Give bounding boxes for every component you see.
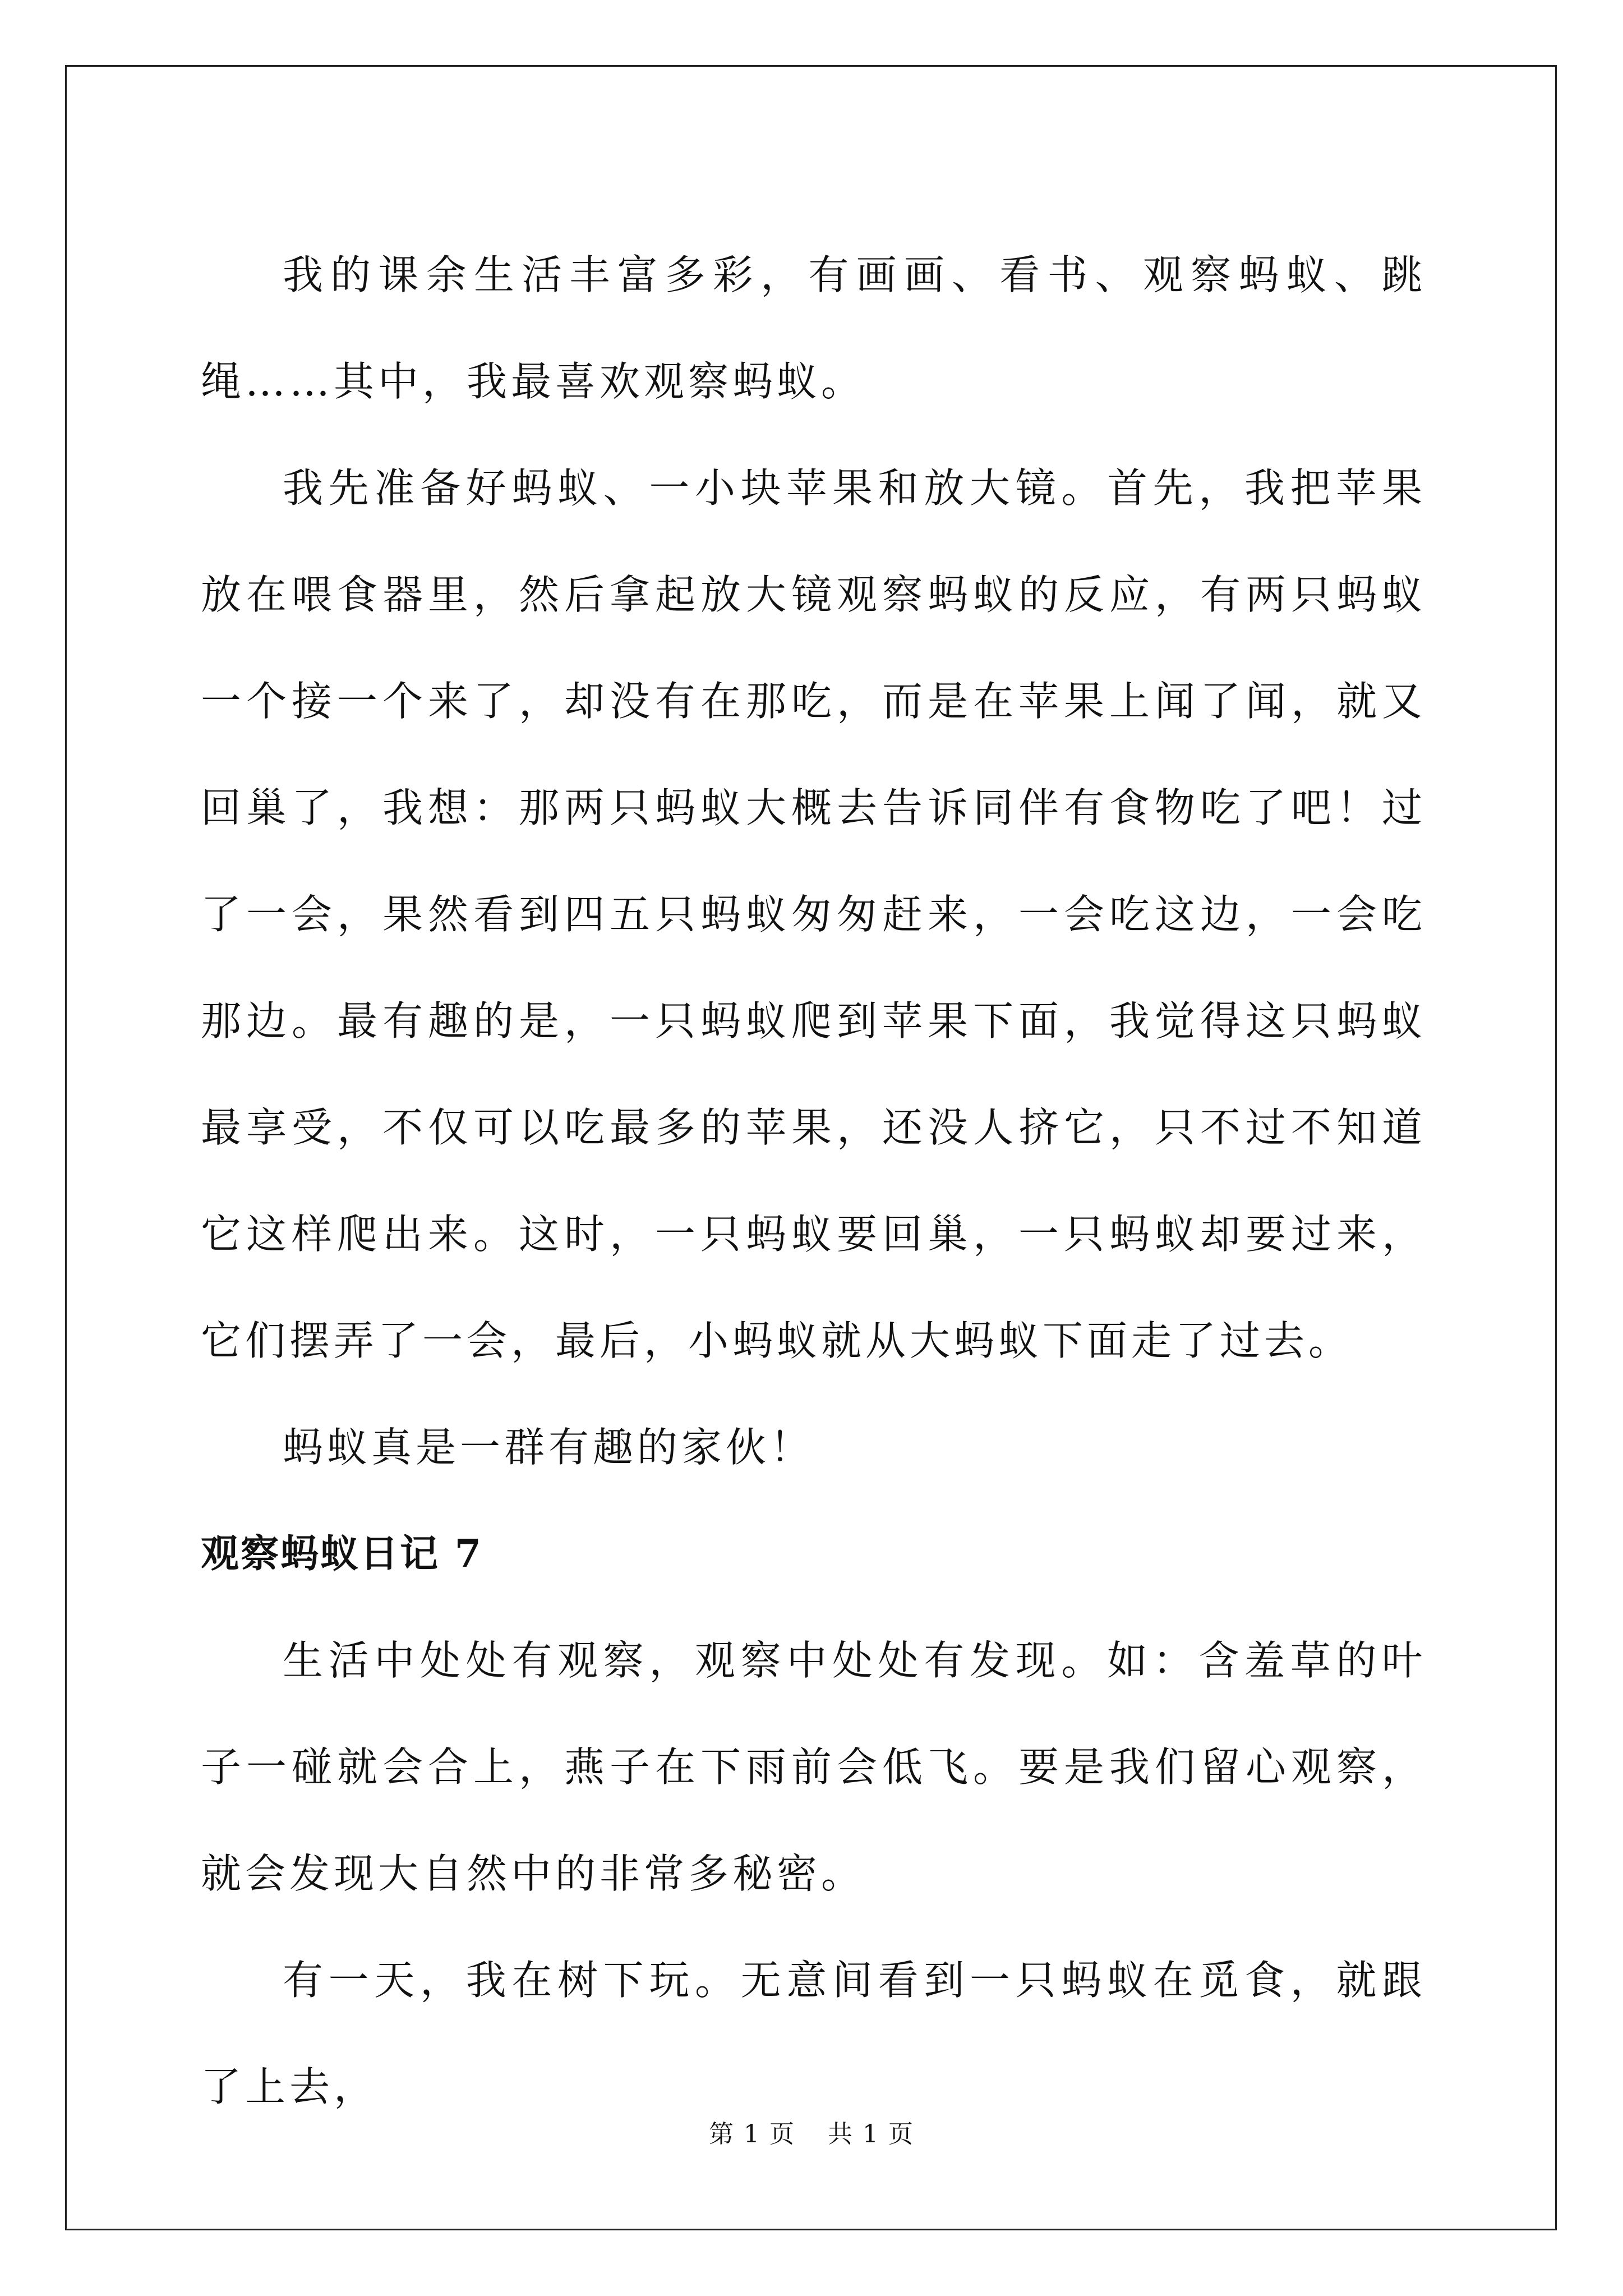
document-body bbox=[201, 222, 1426, 2140]
page-number: 第 1 页 bbox=[709, 2120, 795, 2148]
paragraph-hobbies: 我的课余生活丰富多彩，有画画、看书、观察蚂蚁、跳绳……其中，我最喜欢观察蚂蚁。 bbox=[201, 251, 1426, 405]
paragraph-observation: 我先准备好蚂蚁、一小块苹果和放大镜。首先，我把苹果放在喂食器里，然后拿起放大镜观察蚂蚁的反应，有两只蚂蚁一个接一个来了，却没有在那吃，而是在苹果上闻了闻，就又回巢了，我想：那两只蚂蚁大概去告诉同伴有食物吃了吧！过了一会，果然看到四五只蚂蚁匆匆赶来，一会吃这边，一会吃那边。最有趣的是，一只蚂蚁爬到苹果下面，我觉得这只蚂蚁最享受，不仅可以吃最多的苹果，还没人挤它，只不过不知道它这样爬出来。这时，一只蚂蚁要回巢，一只蚂蚁却要过来，它们摆弄了一会，最后，小蚂蚁就从大蚂蚁下面走了过去。 bbox=[201, 464, 1426, 1364]
page-total: 共 1 页 bbox=[828, 2120, 914, 2148]
paragraph-one-day: 有一天，我在树下玩。无意间看到一只蚂蚁在觅食，就跟了上去， bbox=[201, 1957, 1426, 2110]
paragraph-conclusion: 蚂蚁真是一群有趣的家伙！ bbox=[283, 1424, 815, 1471]
page-footer bbox=[0, 2118, 1623, 2151]
section-heading: 观察蚂蚁日记 7 bbox=[201, 1531, 483, 1576]
paragraph-discovery: 生活中处处有观察，观察中处处有发现。如：含羞草的叶子一碰就会合上，燕子在下雨前会低飞。要是我们留心观察，就会发现大自然中的非常多秘密。 bbox=[201, 1637, 1426, 1897]
